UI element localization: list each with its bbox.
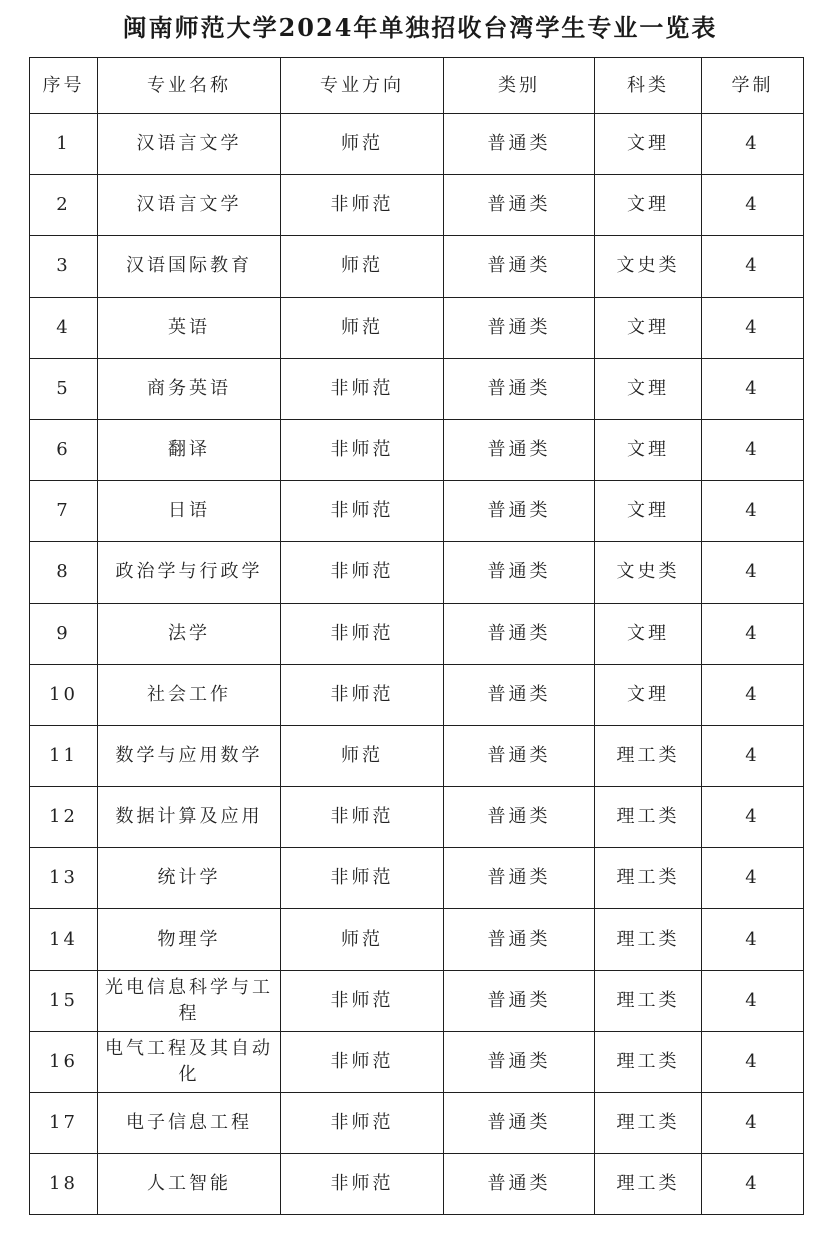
table-row (30, 1093, 804, 1154)
table-row (30, 848, 804, 909)
cell-index: 2 (30, 175, 98, 236)
cell-major-name: 社会工作 (98, 664, 281, 725)
cell-index: 5 (30, 358, 98, 419)
cell-category: 普通类 (444, 1154, 595, 1215)
table-row (30, 603, 804, 664)
cell-category: 普通类 (444, 787, 595, 848)
cell-major-name: 政治学与行政学 (98, 542, 281, 603)
cell-duration: 4 (702, 603, 804, 664)
cell-index: 4 (30, 297, 98, 358)
cell-major-name: 电子信息工程 (98, 1093, 281, 1154)
cell-subject-type: 文理 (595, 114, 702, 175)
table-row (30, 787, 804, 848)
cell-major-direction: 师范 (281, 236, 444, 297)
cell-major-direction: 非师范 (281, 481, 444, 542)
table-row (30, 114, 804, 175)
cell-category: 普通类 (444, 297, 595, 358)
cell-index: 10 (30, 664, 98, 725)
cell-index: 15 (30, 970, 98, 1031)
cell-subject-type: 理工类 (595, 970, 702, 1031)
cell-major-direction: 非师范 (281, 542, 444, 603)
cell-subject-type: 文史类 (595, 236, 702, 297)
cell-category: 普通类 (444, 970, 595, 1031)
cell-major-direction: 非师范 (281, 848, 444, 909)
cell-index: 1 (30, 114, 98, 175)
cell-category: 普通类 (444, 725, 595, 786)
cell-duration: 4 (702, 114, 804, 175)
cell-subject-type: 文理 (595, 175, 702, 236)
cell-subject-type: 理工类 (595, 1093, 702, 1154)
cell-duration: 4 (702, 909, 804, 970)
table-row (30, 970, 804, 1031)
table-row (30, 419, 804, 480)
table-row (30, 175, 804, 236)
table-row (30, 297, 804, 358)
table-row (30, 1031, 804, 1092)
table-row (30, 725, 804, 786)
cell-major-direction: 非师范 (281, 1031, 444, 1092)
cell-category: 普通类 (444, 1031, 595, 1092)
cell-index: 3 (30, 236, 98, 297)
table-row (30, 481, 804, 542)
cell-duration: 4 (702, 725, 804, 786)
cell-subject-type: 理工类 (595, 1031, 702, 1092)
cell-duration: 4 (702, 848, 804, 909)
cell-subject-type: 理工类 (595, 725, 702, 786)
cell-major-direction: 非师范 (281, 1154, 444, 1215)
cell-major-direction: 非师范 (281, 664, 444, 725)
table-row (30, 236, 804, 297)
cell-duration: 4 (702, 787, 804, 848)
cell-major-name: 日语 (98, 481, 281, 542)
cell-duration: 4 (702, 358, 804, 419)
cell-duration: 4 (702, 236, 804, 297)
table-row (30, 909, 804, 970)
cell-subject-type: 文理 (595, 481, 702, 542)
cell-category: 普通类 (444, 603, 595, 664)
cell-index: 12 (30, 787, 98, 848)
cell-major-direction: 师范 (281, 114, 444, 175)
cell-major-direction: 师范 (281, 725, 444, 786)
cell-subject-type: 文理 (595, 419, 702, 480)
cell-duration: 4 (702, 481, 804, 542)
cell-subject-type: 理工类 (595, 848, 702, 909)
cell-duration: 4 (702, 1093, 804, 1154)
cell-major-direction: 非师范 (281, 419, 444, 480)
cell-index: 18 (30, 1154, 98, 1215)
cell-category: 普通类 (444, 1093, 595, 1154)
cell-index: 11 (30, 725, 98, 786)
cell-category: 普通类 (444, 542, 595, 603)
table-row (30, 664, 804, 725)
header-major-direction: 专业方向 (281, 58, 444, 114)
cell-major-name: 商务英语 (98, 358, 281, 419)
cell-major-name: 汉语言文学 (98, 175, 281, 236)
cell-major-direction: 非师范 (281, 1093, 444, 1154)
cell-category: 普通类 (444, 664, 595, 725)
cell-subject-type: 文史类 (595, 542, 702, 603)
header-major-name: 专业名称 (98, 58, 281, 114)
cell-subject-type: 文理 (595, 603, 702, 664)
cell-major-direction: 师范 (281, 909, 444, 970)
cell-index: 7 (30, 481, 98, 542)
header-duration: 学制 (702, 58, 804, 114)
cell-duration: 4 (702, 1154, 804, 1215)
cell-major-direction: 非师范 (281, 787, 444, 848)
cell-category: 普通类 (444, 236, 595, 297)
cell-duration: 4 (702, 664, 804, 725)
cell-subject-type: 文理 (595, 297, 702, 358)
cell-major-name: 人工智能 (98, 1154, 281, 1215)
cell-index: 13 (30, 848, 98, 909)
cell-category: 普通类 (444, 358, 595, 419)
cell-major-name: 翻译 (98, 419, 281, 480)
cell-major-name: 数学与应用数学 (98, 725, 281, 786)
header-index: 序号 (30, 58, 98, 114)
cell-category: 普通类 (444, 481, 595, 542)
cell-duration: 4 (702, 175, 804, 236)
cell-index: 9 (30, 603, 98, 664)
cell-category: 普通类 (444, 114, 595, 175)
cell-major-name: 汉语国际教育 (98, 236, 281, 297)
cell-duration: 4 (702, 1031, 804, 1092)
cell-duration: 4 (702, 542, 804, 603)
cell-major-name: 法学 (98, 603, 281, 664)
table-body (30, 114, 804, 1215)
cell-duration: 4 (702, 419, 804, 480)
cell-major-name: 统计学 (98, 848, 281, 909)
cell-major-name: 英语 (98, 297, 281, 358)
cell-duration: 4 (702, 970, 804, 1031)
table-row (30, 358, 804, 419)
cell-index: 16 (30, 1031, 98, 1092)
cell-index: 6 (30, 419, 98, 480)
cell-major-name: 汉语言文学 (98, 114, 281, 175)
table-row (30, 542, 804, 603)
cell-subject-type: 理工类 (595, 1154, 702, 1215)
cell-major-name: 物理学 (98, 909, 281, 970)
cell-subject-type: 文理 (595, 664, 702, 725)
header-category: 类别 (444, 58, 595, 114)
cell-major-name: 光电信息科学与工程 (98, 970, 281, 1031)
cell-major-name: 数据计算及应用 (98, 787, 281, 848)
cell-subject-type: 理工类 (595, 787, 702, 848)
table-header-row (30, 58, 804, 114)
cell-index: 8 (30, 542, 98, 603)
header-subject-type: 科类 (595, 58, 702, 114)
cell-category: 普通类 (444, 848, 595, 909)
cell-category: 普通类 (444, 175, 595, 236)
cell-major-direction: 非师范 (281, 358, 444, 419)
cell-subject-type: 文理 (595, 358, 702, 419)
cell-index: 17 (30, 1093, 98, 1154)
cell-duration: 4 (702, 297, 804, 358)
cell-major-direction: 非师范 (281, 970, 444, 1031)
cell-subject-type: 理工类 (595, 909, 702, 970)
cell-major-direction: 师范 (281, 297, 444, 358)
majors-table (29, 57, 804, 1215)
cell-major-direction: 非师范 (281, 603, 444, 664)
cell-major-name: 电气工程及其自动化 (98, 1031, 281, 1092)
cell-category: 普通类 (444, 909, 595, 970)
table-row (30, 1154, 804, 1215)
cell-major-direction: 非师范 (281, 175, 444, 236)
page-title: 闽南师范大学2024年单独招收台湾学生专业一览表 (122, 13, 718, 42)
cell-category: 普通类 (444, 419, 595, 480)
cell-index: 14 (30, 909, 98, 970)
